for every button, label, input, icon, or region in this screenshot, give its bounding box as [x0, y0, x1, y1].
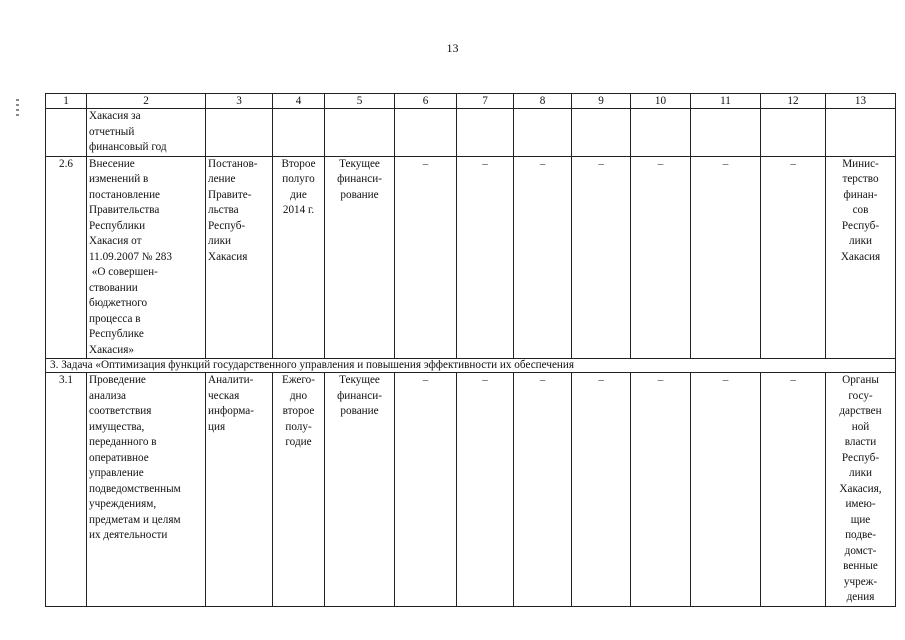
action-cell: Внесение изменений в постановление Правительства Республики Хакасия от 11.09.2007 № 283 «О совершен- ствовании бюджетного процесса в Республике Хакасия»: [87, 156, 206, 359]
row-number: 3.1: [46, 373, 87, 607]
dash-cell: –: [691, 373, 761, 607]
table-row-2-6: [46, 156, 896, 359]
document-cell: Аналити- ческая информа- ция: [206, 373, 273, 607]
dash-cell: –: [572, 156, 631, 359]
dash-cell: –: [572, 373, 631, 607]
column-number-header: [46, 94, 896, 109]
col-header: 8: [514, 94, 572, 109]
col-header: 3: [206, 94, 273, 109]
col-header: 12: [761, 94, 826, 109]
task-heading: 3. Задача «Оптимизация функций государственного управления и повышения эффективности их обеспечения: [46, 359, 896, 373]
plan-table: [45, 93, 896, 607]
col-header: 11: [691, 94, 761, 109]
page-number: 13: [446, 41, 459, 55]
dash-cell: –: [457, 373, 514, 607]
document-cell: Постанов- ление Правите- льства Респуб- лики Хакасия: [206, 156, 273, 359]
dash-cell: –: [761, 373, 826, 607]
executor-cell: Минис- терство финан- сов Респуб- лики Хакасия: [826, 156, 896, 359]
table-row-3-1: [46, 373, 896, 607]
dash-cell: –: [457, 156, 514, 359]
funding-cell: Текущее финанси- рование: [325, 156, 395, 359]
dash-cell: –: [761, 156, 826, 359]
row-number: 2.6: [46, 156, 87, 359]
continuation-text: Хакасия за отчетный финансовый год: [87, 109, 206, 157]
dash-cell: –: [514, 156, 572, 359]
term-cell: Ежего- дно второе полу- годие: [273, 373, 325, 607]
term-cell: Второе полуго дие 2014 г.: [273, 156, 325, 359]
continuation-row: [46, 109, 896, 157]
col-header: 7: [457, 94, 514, 109]
dash-cell: –: [395, 373, 457, 607]
col-header: 9: [572, 94, 631, 109]
col-header: 5: [325, 94, 395, 109]
margin-marks: [14, 96, 22, 126]
executor-cell: Органы госу- дарствен ной власти Респуб- лики Хакасия, имею- щие подве- домст- венные учреж- дения: [826, 373, 896, 607]
dash-cell: –: [631, 373, 691, 607]
col-header: 2: [87, 94, 206, 109]
col-header: 10: [631, 94, 691, 109]
dash-cell: –: [514, 373, 572, 607]
col-header: 6: [395, 94, 457, 109]
col-header: 1: [46, 94, 87, 109]
dash-cell: –: [631, 156, 691, 359]
dash-cell: –: [395, 156, 457, 359]
col-header: 4: [273, 94, 325, 109]
funding-cell: Текущее финанси- рование: [325, 373, 395, 607]
action-cell: Проведение анализа соответствия имущества, переданного в оперативное управление подведомственным учреждениям, предметам и целям их деятельности: [87, 373, 206, 607]
task-heading-row: [46, 359, 896, 373]
dash-cell: –: [691, 156, 761, 359]
col-header: 13: [826, 94, 896, 109]
